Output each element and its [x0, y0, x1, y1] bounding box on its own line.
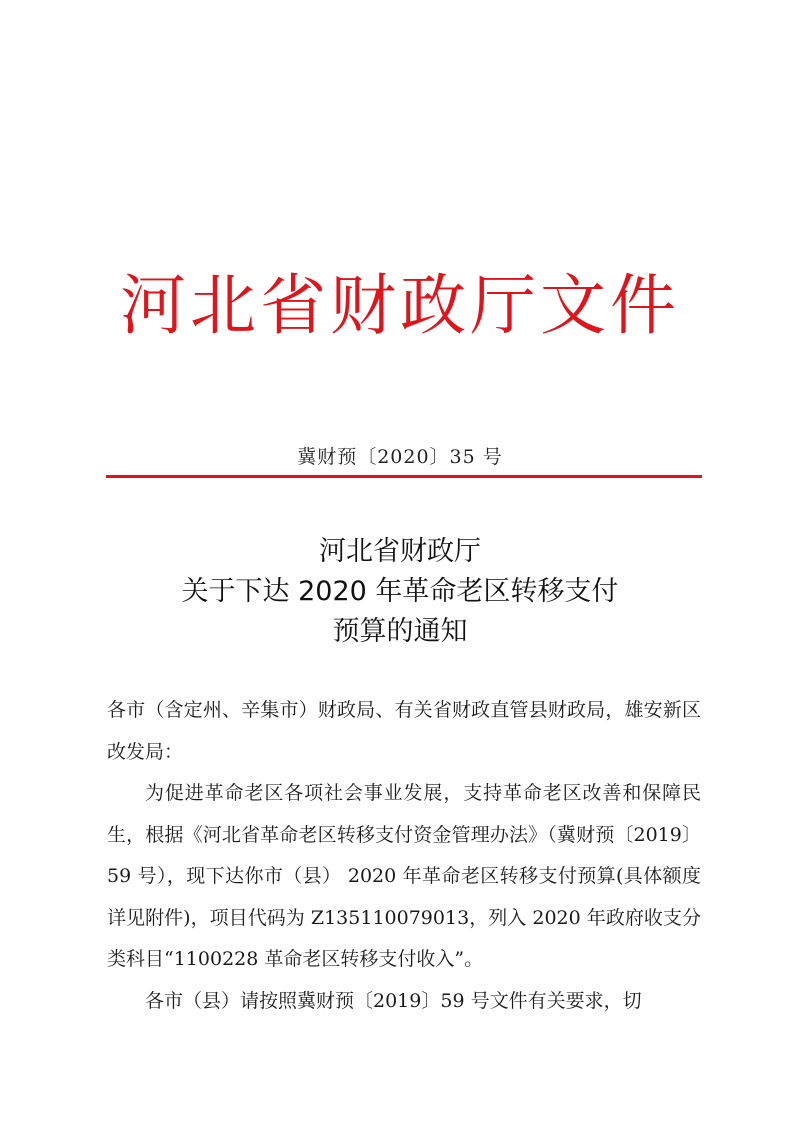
- notice-title-line-1: 河北省财政厅: [319, 536, 481, 567]
- addressee: 各市（含定州、辛集市）财政局、有关省财政直管县财政局，雄安新区改发局：: [107, 699, 701, 763]
- notice-body: [107, 690, 701, 1022]
- document-number: 冀财预〔2020〕35 号: [297, 446, 503, 468]
- notice-title: [0, 532, 800, 652]
- body-paragraph-1: 为促进革命老区各项社会事业发展，支持革命老区改善和保障民生，根据《河北省革命老区转移支付资金管理办法》（冀财预〔2019〕59 号），现下达你市（县） 2020 年革命老区转移支付预算(具体额度详见附件)，项目代码为 Z135110079013，列入 2020 年政府收支分类科目“1100228 革命老区转移支付收入”。: [107, 782, 701, 970]
- notice-title-line-3: 预算的通知: [332, 616, 468, 647]
- body-paragraph-2: 各市（县）请按照冀财预〔2019〕59 号文件有关要求，切: [145, 989, 642, 1012]
- issuer-header: 河北省财政厅文件: [120, 267, 680, 344]
- notice-title-line-2: 关于下达 2020 年革命老区转移支付: [181, 576, 619, 607]
- red-divider-line: [106, 475, 702, 478]
